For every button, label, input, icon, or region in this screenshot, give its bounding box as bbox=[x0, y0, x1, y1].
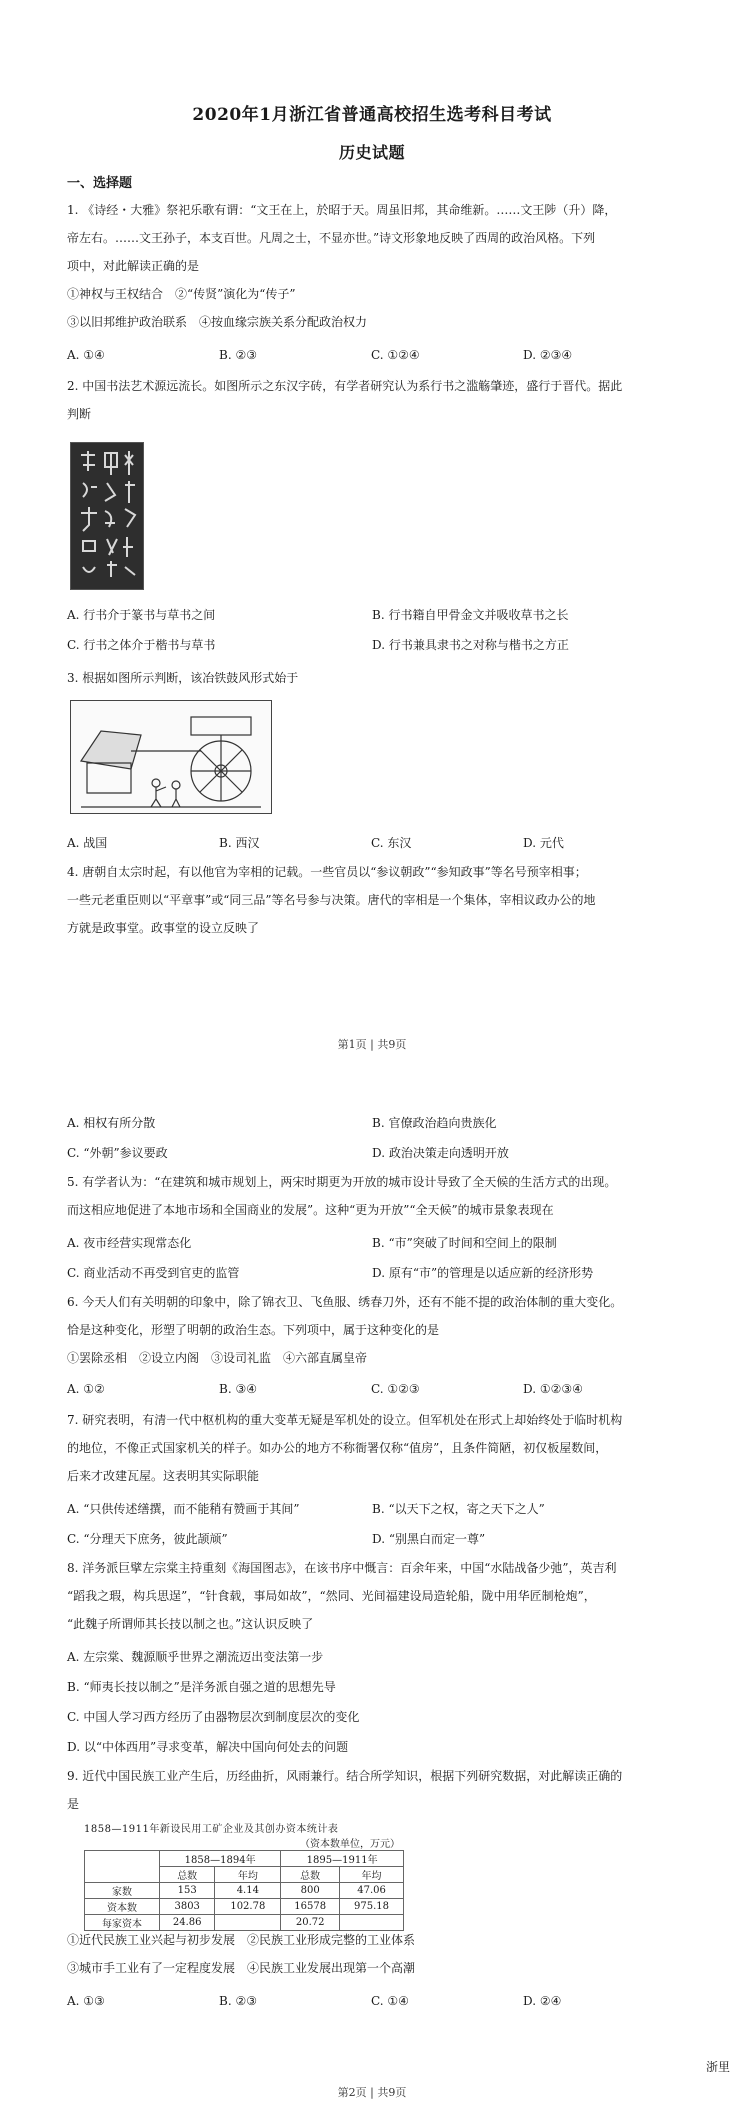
q8-line: 8. 洋务派巨擘左宗棠主持重刻《海国图志》，在该书序中慨言：百余年来，中国“水陆战备少弛”，英吉利 bbox=[67, 1561, 617, 1575]
table-cell: 4.14 bbox=[215, 1883, 281, 1899]
q1-option-d[interactable]: D. ②③④ bbox=[523, 348, 573, 362]
q5-option-d[interactable]: D. 原有“市”的管理是以适应新的经济形势 bbox=[372, 1266, 594, 1280]
q3-line: 3. 根据如图所示判断，该冶铁鼓风形式始于 bbox=[67, 671, 299, 685]
q4-line: 一些元老重臣则以“平章事”或“同三品”等名号参与决策。唐代的宰相是一个集体，宰相议政办公的地 bbox=[67, 893, 596, 907]
q3-option-b[interactable]: B. 西汉 bbox=[219, 836, 260, 850]
table-cell: 153 bbox=[160, 1883, 215, 1899]
table-row-label: 资本数 bbox=[85, 1899, 160, 1915]
q5-option-b[interactable]: B. “市”突破了时间和空间上的限制 bbox=[372, 1236, 557, 1250]
table-cell: 800 bbox=[281, 1883, 340, 1899]
question-3 bbox=[67, 664, 687, 692]
q8-option-c[interactable]: C. 中国人学习西方经历了由器物层次到制度层次的变化 bbox=[67, 1710, 360, 1724]
table-period-header: 1858—1894年 bbox=[160, 1851, 281, 1867]
statistics-table-block bbox=[84, 1820, 404, 1931]
q9-option-c[interactable]: C. ①④ bbox=[371, 1994, 409, 2008]
table-cell: 3803 bbox=[160, 1899, 215, 1915]
exam-title: 2020年1月浙江省普通高校招生选考科目考试 bbox=[192, 105, 552, 125]
question-2 bbox=[67, 372, 687, 428]
q6-line: 恰是这种变化，形塑了明朝的政治生态。下列项中，属于这种变化的是 bbox=[67, 1323, 440, 1337]
q3-option-d[interactable]: D. 元代 bbox=[523, 836, 564, 850]
table-title: 1858—1911年新设民用工矿企业及其创办资本统计表 bbox=[84, 1824, 339, 1835]
q1-item: ①神权与王权结合 ②“传贤”演化为“传子” bbox=[67, 287, 296, 301]
question-1 bbox=[67, 196, 687, 336]
q6-line: 6. 今天人们有关明朝的印象中，除了锦衣卫、飞鱼服、绣春刀外，还有不能不提的政治体制的重大变化。 bbox=[67, 1295, 623, 1309]
bellows-illustration bbox=[70, 700, 272, 814]
table-row bbox=[85, 1883, 404, 1899]
table-subheader: 总数 bbox=[281, 1867, 340, 1883]
q1-line: 帝左右。……文王孙子，本支百世。凡周之士，不显亦世。”诗文形象地反映了西周的政治风格。下列 bbox=[67, 231, 596, 245]
brick-inscription-image bbox=[70, 442, 144, 590]
q3-option-c[interactable]: C. 东汉 bbox=[371, 836, 412, 850]
q2-line: 2. 中国书法艺术源远流长。如图所示之东汉字砖，有学者研究认为系行书之滥觞肇迹，盛行于晋代。据此 bbox=[67, 379, 623, 393]
q1-option-c[interactable]: C. ①②④ bbox=[371, 348, 420, 362]
q1-option-a[interactable]: A. ①④ bbox=[67, 348, 105, 362]
q7-option-d[interactable]: D. “别黑白而定一尊” bbox=[372, 1532, 486, 1546]
q6-option-a[interactable]: A. ①② bbox=[67, 1382, 105, 1396]
table-subheader: 年均 bbox=[340, 1867, 404, 1883]
page-footer: 第1页 | 共9页 bbox=[337, 1038, 407, 1051]
table-subheader: 总数 bbox=[160, 1867, 215, 1883]
q8-line: “此魏子所谓师其长技以制之也。”这认识反映了 bbox=[67, 1617, 314, 1631]
q8-option-a[interactable]: A. 左宗棠、魏源顺乎世界之潮流迈出变法第一步 bbox=[67, 1650, 324, 1664]
q5-option-c[interactable]: C. 商业活动不再受到官吏的监管 bbox=[67, 1266, 240, 1280]
q2-line: 判断 bbox=[67, 407, 92, 421]
q6-option-d[interactable]: D. ①②③④ bbox=[523, 1382, 583, 1396]
q9-item: ①近代民族工业兴起与初步发展 ②民族工业形成完整的工业体系 bbox=[67, 1933, 416, 1947]
q4-option-a[interactable]: A. 相权有所分散 bbox=[67, 1116, 156, 1130]
q4-line: 4. 唐朝自太宗时起，有以他官为宰相的记载。一些官员以“参议朝政”“参知政事”等名号预宰相事； bbox=[67, 865, 587, 879]
q8-option-d[interactable]: D. 以“中体西用”寻求变革，解决中国向何处去的问题 bbox=[67, 1740, 349, 1754]
question-6 bbox=[67, 1288, 687, 1372]
q8-line: “蹈我之瑕，构兵思逞”，“针食载，事局如故”，“然同、光间福建设局造轮船，陇中用华匠制枪炮”， bbox=[67, 1589, 596, 1603]
table-cell: 16578 bbox=[281, 1899, 340, 1915]
corner-mark: 浙里 bbox=[705, 2060, 730, 2074]
q2-option-d[interactable]: D. 行书兼具隶书之对称与楷书之方正 bbox=[372, 638, 569, 652]
table-unit: （资本数单位，万元） bbox=[300, 1839, 400, 1850]
question-4 bbox=[67, 858, 687, 942]
q7-option-a[interactable]: A. “只供传述缮撰，而不能稍有赞画于其间” bbox=[67, 1502, 300, 1516]
q4-option-d[interactable]: D. 政治决策走向透明开放 bbox=[372, 1146, 509, 1160]
table-cell: 975.18 bbox=[340, 1899, 404, 1915]
q5-line: 5. 有学者认为：“在建筑和城市规划上，两宋时期更为开放的城市设计导致了全天候的生活方式的出现。 bbox=[67, 1175, 617, 1189]
table-subheader: 年均 bbox=[215, 1867, 281, 1883]
question-9 bbox=[67, 1762, 687, 1818]
table-row-label: 家数 bbox=[85, 1883, 160, 1899]
exam-subtitle: 历史试题 bbox=[338, 143, 405, 162]
q4-line: 方就是政事堂。政事堂的设立反映了 bbox=[67, 921, 260, 935]
q9-option-b[interactable]: B. ②③ bbox=[219, 1994, 257, 2008]
section-title: 一、选择题 bbox=[67, 176, 133, 191]
q5-option-a[interactable]: A. 夜市经营实现常态化 bbox=[67, 1236, 192, 1250]
table-row bbox=[85, 1899, 404, 1915]
q7-line: 7. 研究表明，有清一代中枢机构的重大变革无疑是军机处的设立。但军机处在形式上却始终处于临时机构 bbox=[67, 1413, 623, 1427]
q9-option-d[interactable]: D. ②④ bbox=[523, 1994, 562, 2008]
q8-option-b[interactable]: B. “师夷长技以制之”是洋务派自强之道的思想先导 bbox=[67, 1680, 336, 1694]
statistics-table bbox=[84, 1850, 404, 1931]
q9-line: 是 bbox=[67, 1797, 80, 1811]
table-cell: 24.86 bbox=[160, 1915, 215, 1931]
table-cell: 102.78 bbox=[215, 1899, 281, 1915]
q7-option-b[interactable]: B. “以天下之权，寄之天下之人” bbox=[372, 1502, 545, 1516]
q7-option-c[interactable]: C. “分理天下庶务，彼此颉颃” bbox=[67, 1532, 228, 1546]
q3-option-a[interactable]: A. 战国 bbox=[67, 836, 108, 850]
q6-option-b[interactable]: B. ③④ bbox=[219, 1382, 257, 1396]
q9-items bbox=[67, 1926, 687, 1982]
q6-option-c[interactable]: C. ①②③ bbox=[371, 1382, 420, 1396]
table-cell: 20.72 bbox=[281, 1915, 340, 1931]
q2-option-b[interactable]: B. 行书籍自甲骨金文并吸收草书之长 bbox=[372, 608, 569, 622]
table-row-label: 每家资本 bbox=[85, 1915, 160, 1931]
q1-option-b[interactable]: B. ②③ bbox=[219, 348, 257, 362]
q1-line: 项中，对此解读正确的是 bbox=[67, 259, 200, 273]
q2-option-a[interactable]: A. 行书介于篆书与草书之间 bbox=[67, 608, 216, 622]
q6-item: ①罢除丞相 ②设立内阁 ③设司礼监 ④六部直属皇帝 bbox=[67, 1351, 368, 1365]
q5-line: 而这相应地促进了本地市场和全国商业的发展”。这种“更为开放”“全天候”的城市景象表现在 bbox=[67, 1203, 554, 1217]
q1-item: ③以旧邦维护政治联系 ④按血缘宗族关系分配政治权力 bbox=[67, 315, 368, 329]
page-footer: 第2页 | 共9页 bbox=[337, 2086, 407, 2099]
table-period-header: 1895—1911年 bbox=[281, 1851, 404, 1867]
question-5 bbox=[67, 1168, 687, 1224]
q7-line: 的地位，不像正式国家机关的样子。如办公的地方不称衙署仅称“值房”，且条件简陋，初仅板屋数间， bbox=[67, 1441, 608, 1455]
q4-option-c[interactable]: C. “外朝”参议要政 bbox=[67, 1146, 168, 1160]
q9-line: 9. 近代中国民族工业产生后，历经曲折，风雨兼行。结合所学知识，根据下列研究数据，对此解读正确的 bbox=[67, 1769, 623, 1783]
table-cell: 47.06 bbox=[340, 1883, 404, 1899]
question-8 bbox=[67, 1554, 687, 1638]
q2-option-c[interactable]: C. 行书之体介于楷书与草书 bbox=[67, 638, 216, 652]
question-7 bbox=[67, 1406, 687, 1490]
q1-line: 1. 《诗经・大雅》祭祀乐歌有谓：“文王在上，於昭于天。周虽旧邦，其命维新。……文王陟（升）降， bbox=[67, 203, 617, 217]
q4-option-b[interactable]: B. 官僚政治趋向贵族化 bbox=[372, 1116, 497, 1130]
q7-line: 后来才改建瓦屋。这表明其实际职能 bbox=[67, 1469, 260, 1483]
q9-item: ③城市手工业有了一定程度发展 ④民族工业发展出现第一个高潮 bbox=[67, 1961, 416, 1975]
q9-option-a[interactable]: A. ①③ bbox=[67, 1994, 105, 2008]
table-corner-cell bbox=[85, 1851, 160, 1883]
